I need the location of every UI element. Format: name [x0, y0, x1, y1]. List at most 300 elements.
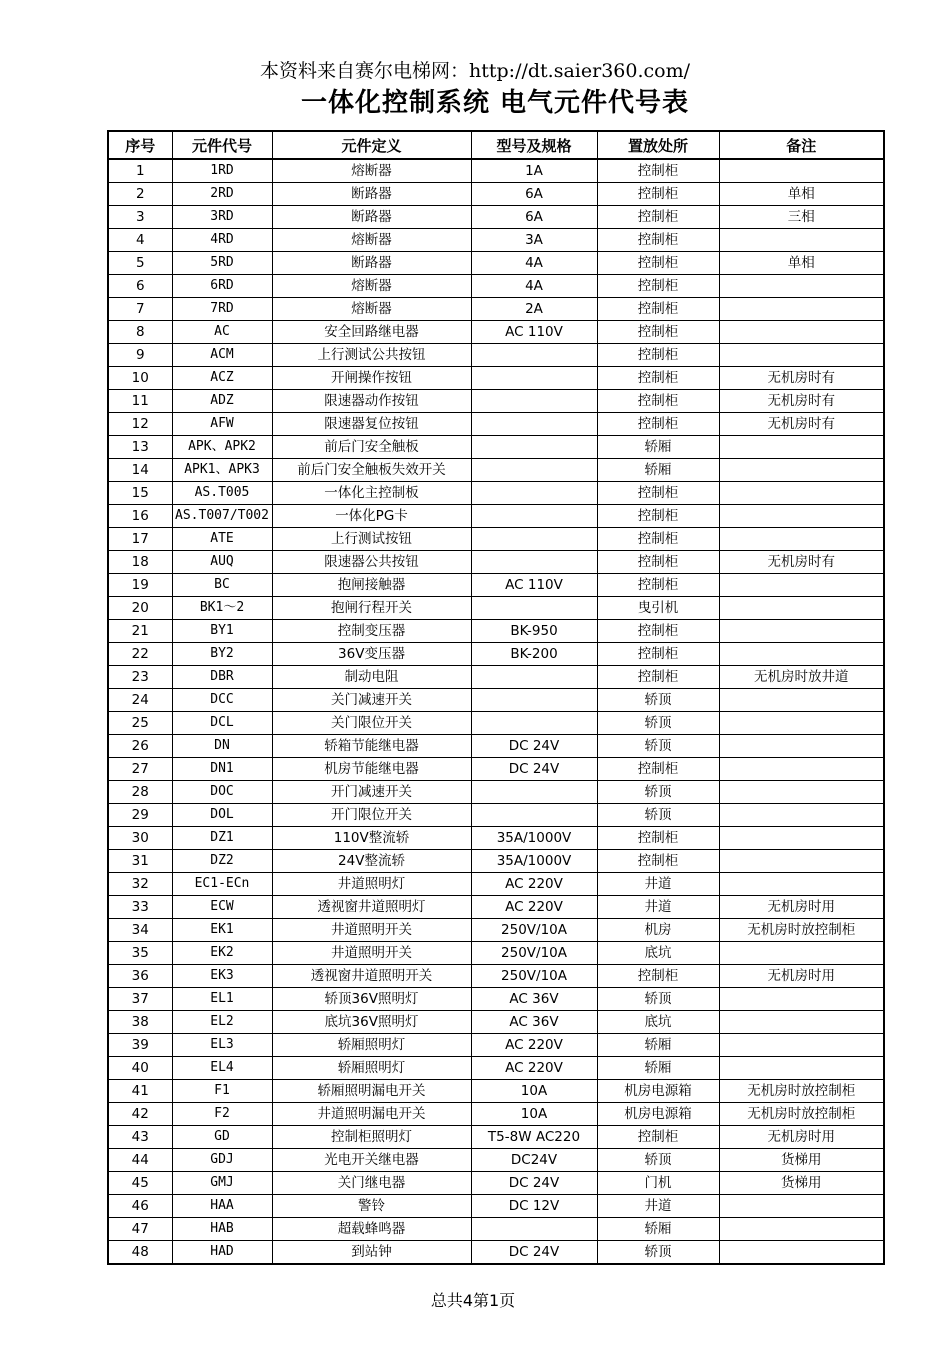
cell-definition: 限速器复位按钮 [272, 413, 471, 436]
cell-code: GDJ [172, 1149, 272, 1172]
cell-index: 46 [108, 1195, 172, 1218]
cell-location: 控制柜 [597, 413, 719, 436]
table-row [108, 321, 884, 344]
cell-spec: 6A [471, 183, 597, 206]
cell-spec [471, 1218, 597, 1241]
cell-code: GMJ [172, 1172, 272, 1195]
cell-definition: 轿顶36V照明灯 [272, 988, 471, 1011]
cell-definition: 开门限位开关 [272, 804, 471, 827]
cell-definition: 断路器 [272, 183, 471, 206]
cell-spec [471, 436, 597, 459]
table-row [108, 344, 884, 367]
cell-remark: 无机房时放控制柜 [719, 1080, 884, 1103]
cell-remark [719, 620, 884, 643]
cell-location: 控制柜 [597, 574, 719, 597]
cell-spec: 4A [471, 252, 597, 275]
cell-remark: 无机房时放井道 [719, 666, 884, 689]
table-row [108, 1126, 884, 1149]
cell-remark: 单相 [719, 252, 884, 275]
cell-code: HAB [172, 1218, 272, 1241]
cell-remark [719, 712, 884, 735]
cell-index: 25 [108, 712, 172, 735]
cell-code: EC1-ECn [172, 873, 272, 896]
cell-spec: 250V/10A [471, 965, 597, 988]
cell-code: 1RD [172, 159, 272, 183]
cell-location: 轿顶 [597, 804, 719, 827]
table-row [108, 413, 884, 436]
cell-location: 控制柜 [597, 551, 719, 574]
cell-location: 轿顶 [597, 1149, 719, 1172]
cell-index: 15 [108, 482, 172, 505]
cell-spec [471, 666, 597, 689]
cell-spec [471, 390, 597, 413]
table-row [108, 367, 884, 390]
cell-index: 47 [108, 1218, 172, 1241]
cell-code: ACZ [172, 367, 272, 390]
cell-definition: 110V整流轿 [272, 827, 471, 850]
cell-remark: 无机房时用 [719, 965, 884, 988]
cell-spec [471, 804, 597, 827]
table-row [108, 1034, 884, 1057]
cell-definition: 控制柜照明灯 [272, 1126, 471, 1149]
cell-code: 7RD [172, 298, 272, 321]
cell-spec [471, 551, 597, 574]
cell-location: 控制柜 [597, 275, 719, 298]
cell-definition: 熔断器 [272, 275, 471, 298]
cell-spec: BK-200 [471, 643, 597, 666]
cell-code: AC [172, 321, 272, 344]
cell-spec: AC 36V [471, 988, 597, 1011]
cell-spec [471, 413, 597, 436]
cell-remark [719, 1034, 884, 1057]
cell-code: GD [172, 1126, 272, 1149]
table-row [108, 666, 884, 689]
cell-remark [719, 735, 884, 758]
cell-index: 31 [108, 850, 172, 873]
cell-spec [471, 459, 597, 482]
cell-location: 控制柜 [597, 321, 719, 344]
table-row [108, 551, 884, 574]
cell-spec: AC 220V [471, 896, 597, 919]
cell-code: EL4 [172, 1057, 272, 1080]
cell-spec: AC 220V [471, 1057, 597, 1080]
cell-location: 曳引机 [597, 597, 719, 620]
table-row [108, 1080, 884, 1103]
cell-remark [719, 1057, 884, 1080]
cell-remark [719, 873, 884, 896]
cell-location: 控制柜 [597, 252, 719, 275]
cell-spec: DC 24V [471, 1172, 597, 1195]
cell-spec [471, 597, 597, 620]
cell-location: 井道 [597, 873, 719, 896]
table-row [108, 183, 884, 206]
cell-definition: 制动电阻 [272, 666, 471, 689]
cell-code: ADZ [172, 390, 272, 413]
cell-spec [471, 712, 597, 735]
cell-index: 42 [108, 1103, 172, 1126]
cell-remark [719, 781, 884, 804]
cell-remark [719, 597, 884, 620]
cell-remark [719, 344, 884, 367]
cell-remark: 单相 [719, 183, 884, 206]
cell-location: 轿厢 [597, 459, 719, 482]
table-row [108, 159, 884, 183]
cell-spec: AC 36V [471, 1011, 597, 1034]
cell-spec: T5-8W AC220 [471, 1126, 597, 1149]
cell-remark [719, 436, 884, 459]
cell-remark [719, 229, 884, 252]
cell-index: 20 [108, 597, 172, 620]
cell-definition: 关门继电器 [272, 1172, 471, 1195]
cell-spec: 2A [471, 298, 597, 321]
cell-location: 控制柜 [597, 183, 719, 206]
cell-remark [719, 505, 884, 528]
cell-definition: 光电开关继电器 [272, 1149, 471, 1172]
cell-location: 控制柜 [597, 666, 719, 689]
cell-remark: 三相 [719, 206, 884, 229]
cell-remark [719, 275, 884, 298]
table-row [108, 827, 884, 850]
cell-code: DCL [172, 712, 272, 735]
cell-definition: 安全回路继电器 [272, 321, 471, 344]
cell-remark [719, 159, 884, 183]
cell-definition: 机房节能继电器 [272, 758, 471, 781]
cell-spec [471, 367, 597, 390]
cell-definition: 上行测试按钮 [272, 528, 471, 551]
table-row [108, 252, 884, 275]
cell-code: 2RD [172, 183, 272, 206]
table-row [108, 459, 884, 482]
cell-index: 12 [108, 413, 172, 436]
col-header-code: 元件代号 [172, 131, 272, 159]
cell-code: DCC [172, 689, 272, 712]
cell-code: ATE [172, 528, 272, 551]
cell-code: BY2 [172, 643, 272, 666]
cell-index: 6 [108, 275, 172, 298]
cell-definition: 24V整流轿 [272, 850, 471, 873]
cell-location: 控制柜 [597, 965, 719, 988]
cell-remark [719, 758, 884, 781]
cell-location: 轿厢 [597, 436, 719, 459]
cell-location: 控制柜 [597, 528, 719, 551]
cell-location: 控制柜 [597, 505, 719, 528]
cell-remark [719, 827, 884, 850]
table-row [108, 1011, 884, 1034]
table-row [108, 873, 884, 896]
cell-code: DOL [172, 804, 272, 827]
cell-index: 34 [108, 919, 172, 942]
cell-remark [719, 804, 884, 827]
cell-code: EK2 [172, 942, 272, 965]
cell-remark: 无机房时放控制柜 [719, 919, 884, 942]
cell-index: 27 [108, 758, 172, 781]
cell-index: 2 [108, 183, 172, 206]
cell-location: 控制柜 [597, 1126, 719, 1149]
cell-location: 控制柜 [597, 344, 719, 367]
cell-code: F1 [172, 1080, 272, 1103]
cell-code: DBR [172, 666, 272, 689]
cell-definition: 开闸操作按钮 [272, 367, 471, 390]
col-header-location: 置放处所 [597, 131, 719, 159]
cell-index: 43 [108, 1126, 172, 1149]
cell-definition: 限速器公共按钮 [272, 551, 471, 574]
table-row [108, 781, 884, 804]
table-row [108, 229, 884, 252]
cell-location: 轿顶 [597, 689, 719, 712]
cell-index: 29 [108, 804, 172, 827]
cell-code: EK1 [172, 919, 272, 942]
cell-spec: DC 12V [471, 1195, 597, 1218]
cell-remark: 无机房时有 [719, 390, 884, 413]
cell-index: 33 [108, 896, 172, 919]
cell-code: DN1 [172, 758, 272, 781]
cell-spec: DC 24V [471, 735, 597, 758]
cell-spec: 6A [471, 206, 597, 229]
cell-code: APK、APK2 [172, 436, 272, 459]
cell-remark: 货梯用 [719, 1149, 884, 1172]
cell-index: 13 [108, 436, 172, 459]
cell-code: 6RD [172, 275, 272, 298]
cell-location: 轿顶 [597, 712, 719, 735]
table-row [108, 643, 884, 666]
cell-definition: 前后门安全触板 [272, 436, 471, 459]
cell-index: 9 [108, 344, 172, 367]
cell-remark [719, 942, 884, 965]
cell-definition: 熔断器 [272, 159, 471, 183]
cell-index: 4 [108, 229, 172, 252]
cell-index: 8 [108, 321, 172, 344]
cell-location: 轿顶 [597, 735, 719, 758]
cell-remark [719, 482, 884, 505]
cell-remark [719, 1218, 884, 1241]
cell-index: 38 [108, 1011, 172, 1034]
cell-remark [719, 1241, 884, 1265]
cell-definition: 一体化PG卡 [272, 505, 471, 528]
cell-spec [471, 689, 597, 712]
cell-index: 24 [108, 689, 172, 712]
table-header-row [108, 131, 884, 159]
cell-index: 17 [108, 528, 172, 551]
document-title: 一体化控制系统 电气元件代号表 [300, 88, 690, 118]
cell-code: AS.T005 [172, 482, 272, 505]
table-row [108, 988, 884, 1011]
cell-location: 控制柜 [597, 390, 719, 413]
cell-code: BC [172, 574, 272, 597]
table-row [108, 1149, 884, 1172]
cell-spec: 35A/1000V [471, 827, 597, 850]
page-footer: 总共4第1页 [430, 1291, 516, 1310]
cell-remark [719, 528, 884, 551]
cell-location: 机房电源箱 [597, 1103, 719, 1126]
cell-definition: 熔断器 [272, 229, 471, 252]
cell-index: 28 [108, 781, 172, 804]
table-row [108, 436, 884, 459]
cell-index: 32 [108, 873, 172, 896]
cell-location: 轿厢 [597, 1218, 719, 1241]
cell-spec [471, 505, 597, 528]
table-row [108, 1218, 884, 1241]
cell-code: HAA [172, 1195, 272, 1218]
cell-spec: DC 24V [471, 1241, 597, 1265]
cell-code: BK1～2 [172, 597, 272, 620]
cell-location: 控制柜 [597, 206, 719, 229]
cell-code: F2 [172, 1103, 272, 1126]
table-row [108, 850, 884, 873]
cell-code: AFW [172, 413, 272, 436]
cell-location: 控制柜 [597, 229, 719, 252]
cell-index: 36 [108, 965, 172, 988]
cell-location: 底坑 [597, 1011, 719, 1034]
cell-definition: 井道照明灯 [272, 873, 471, 896]
cell-index: 18 [108, 551, 172, 574]
table-row [108, 804, 884, 827]
table-row [108, 528, 884, 551]
cell-definition: 前后门安全触板失效开关 [272, 459, 471, 482]
cell-definition: 断路器 [272, 252, 471, 275]
cell-code: 4RD [172, 229, 272, 252]
cell-definition: 底坑36V照明灯 [272, 1011, 471, 1034]
cell-remark [719, 321, 884, 344]
cell-index: 23 [108, 666, 172, 689]
cell-remark: 无机房时放控制柜 [719, 1103, 884, 1126]
cell-location: 机房电源箱 [597, 1080, 719, 1103]
cell-definition: 限速器动作按钮 [272, 390, 471, 413]
cell-spec: 250V/10A [471, 942, 597, 965]
cell-definition: 断路器 [272, 206, 471, 229]
cell-definition: 超载蜂鸣器 [272, 1218, 471, 1241]
cell-location: 控制柜 [597, 482, 719, 505]
cell-index: 26 [108, 735, 172, 758]
cell-definition: 开门减速开关 [272, 781, 471, 804]
cell-index: 45 [108, 1172, 172, 1195]
cell-index: 10 [108, 367, 172, 390]
cell-index: 40 [108, 1057, 172, 1080]
cell-code: EK3 [172, 965, 272, 988]
cell-spec [471, 482, 597, 505]
table-row [108, 919, 884, 942]
cell-location: 控制柜 [597, 298, 719, 321]
cell-definition: 透视窗井道照明开关 [272, 965, 471, 988]
cell-spec: 1A [471, 159, 597, 183]
table-row [108, 942, 884, 965]
cell-remark [719, 643, 884, 666]
cell-index: 21 [108, 620, 172, 643]
cell-remark: 无机房时有 [719, 413, 884, 436]
cell-definition: 井道照明开关 [272, 919, 471, 942]
cell-location: 控制柜 [597, 758, 719, 781]
table-row [108, 712, 884, 735]
cell-location: 轿顶 [597, 988, 719, 1011]
cell-location: 井道 [597, 896, 719, 919]
component-code-table [107, 130, 885, 1265]
cell-definition: 36V变压器 [272, 643, 471, 666]
col-header-definition: 元件定义 [272, 131, 471, 159]
cell-remark: 无机房时用 [719, 1126, 884, 1149]
cell-location: 控制柜 [597, 620, 719, 643]
cell-index: 35 [108, 942, 172, 965]
cell-definition: 关门减速开关 [272, 689, 471, 712]
cell-remark [719, 459, 884, 482]
cell-remark [719, 850, 884, 873]
cell-code: EL2 [172, 1011, 272, 1034]
cell-location: 门机 [597, 1172, 719, 1195]
cell-index: 22 [108, 643, 172, 666]
cell-code: DZ2 [172, 850, 272, 873]
cell-remark [719, 689, 884, 712]
cell-remark: 无机房时有 [719, 367, 884, 390]
cell-spec: AC 110V [471, 321, 597, 344]
table-row [108, 206, 884, 229]
table-row [108, 1057, 884, 1080]
cell-location: 控制柜 [597, 850, 719, 873]
table-row [108, 298, 884, 321]
cell-index: 41 [108, 1080, 172, 1103]
cell-remark: 无机房时有 [719, 551, 884, 574]
cell-index: 39 [108, 1034, 172, 1057]
cell-location: 底坑 [597, 942, 719, 965]
cell-spec: 4A [471, 275, 597, 298]
cell-location: 控制柜 [597, 827, 719, 850]
cell-spec: 3A [471, 229, 597, 252]
cell-spec: AC 110V [471, 574, 597, 597]
cell-location: 轿厢 [597, 1034, 719, 1057]
cell-spec: AC 220V [471, 1034, 597, 1057]
cell-index: 19 [108, 574, 172, 597]
cell-location: 井道 [597, 1195, 719, 1218]
cell-definition: 抱闸接触器 [272, 574, 471, 597]
cell-spec: DC 24V [471, 758, 597, 781]
cell-index: 37 [108, 988, 172, 1011]
cell-location: 机房 [597, 919, 719, 942]
cell-definition: 到站钟 [272, 1241, 471, 1265]
cell-index: 7 [108, 298, 172, 321]
cell-spec: 10A [471, 1080, 597, 1103]
table-row [108, 620, 884, 643]
cell-remark [719, 1011, 884, 1034]
cell-spec: DC24V [471, 1149, 597, 1172]
cell-location: 控制柜 [597, 159, 719, 183]
table-row [108, 505, 884, 528]
table-row [108, 1241, 884, 1265]
cell-definition: 关门限位开关 [272, 712, 471, 735]
table-row [108, 275, 884, 298]
cell-spec: 250V/10A [471, 919, 597, 942]
cell-code: EL3 [172, 1034, 272, 1057]
cell-remark: 无机房时用 [719, 896, 884, 919]
cell-spec [471, 528, 597, 551]
cell-code: ACM [172, 344, 272, 367]
cell-code: HAD [172, 1241, 272, 1265]
cell-location: 轿厢 [597, 1057, 719, 1080]
cell-spec: 10A [471, 1103, 597, 1126]
source-note: 本资料来自赛尔电梯网：http://dt.saier360.com/ [260, 60, 690, 82]
cell-remark [719, 1195, 884, 1218]
cell-definition: 透视窗井道照明灯 [272, 896, 471, 919]
cell-index: 5 [108, 252, 172, 275]
cell-location: 控制柜 [597, 643, 719, 666]
cell-definition: 熔断器 [272, 298, 471, 321]
cell-location: 控制柜 [597, 367, 719, 390]
cell-definition: 轿箱节能继电器 [272, 735, 471, 758]
cell-definition: 轿厢照明漏电开关 [272, 1080, 471, 1103]
table-row [108, 1103, 884, 1126]
cell-code: DOC [172, 781, 272, 804]
cell-spec: 35A/1000V [471, 850, 597, 873]
cell-code: AUQ [172, 551, 272, 574]
table-row [108, 574, 884, 597]
cell-definition: 一体化主控制板 [272, 482, 471, 505]
cell-spec: AC 220V [471, 873, 597, 896]
